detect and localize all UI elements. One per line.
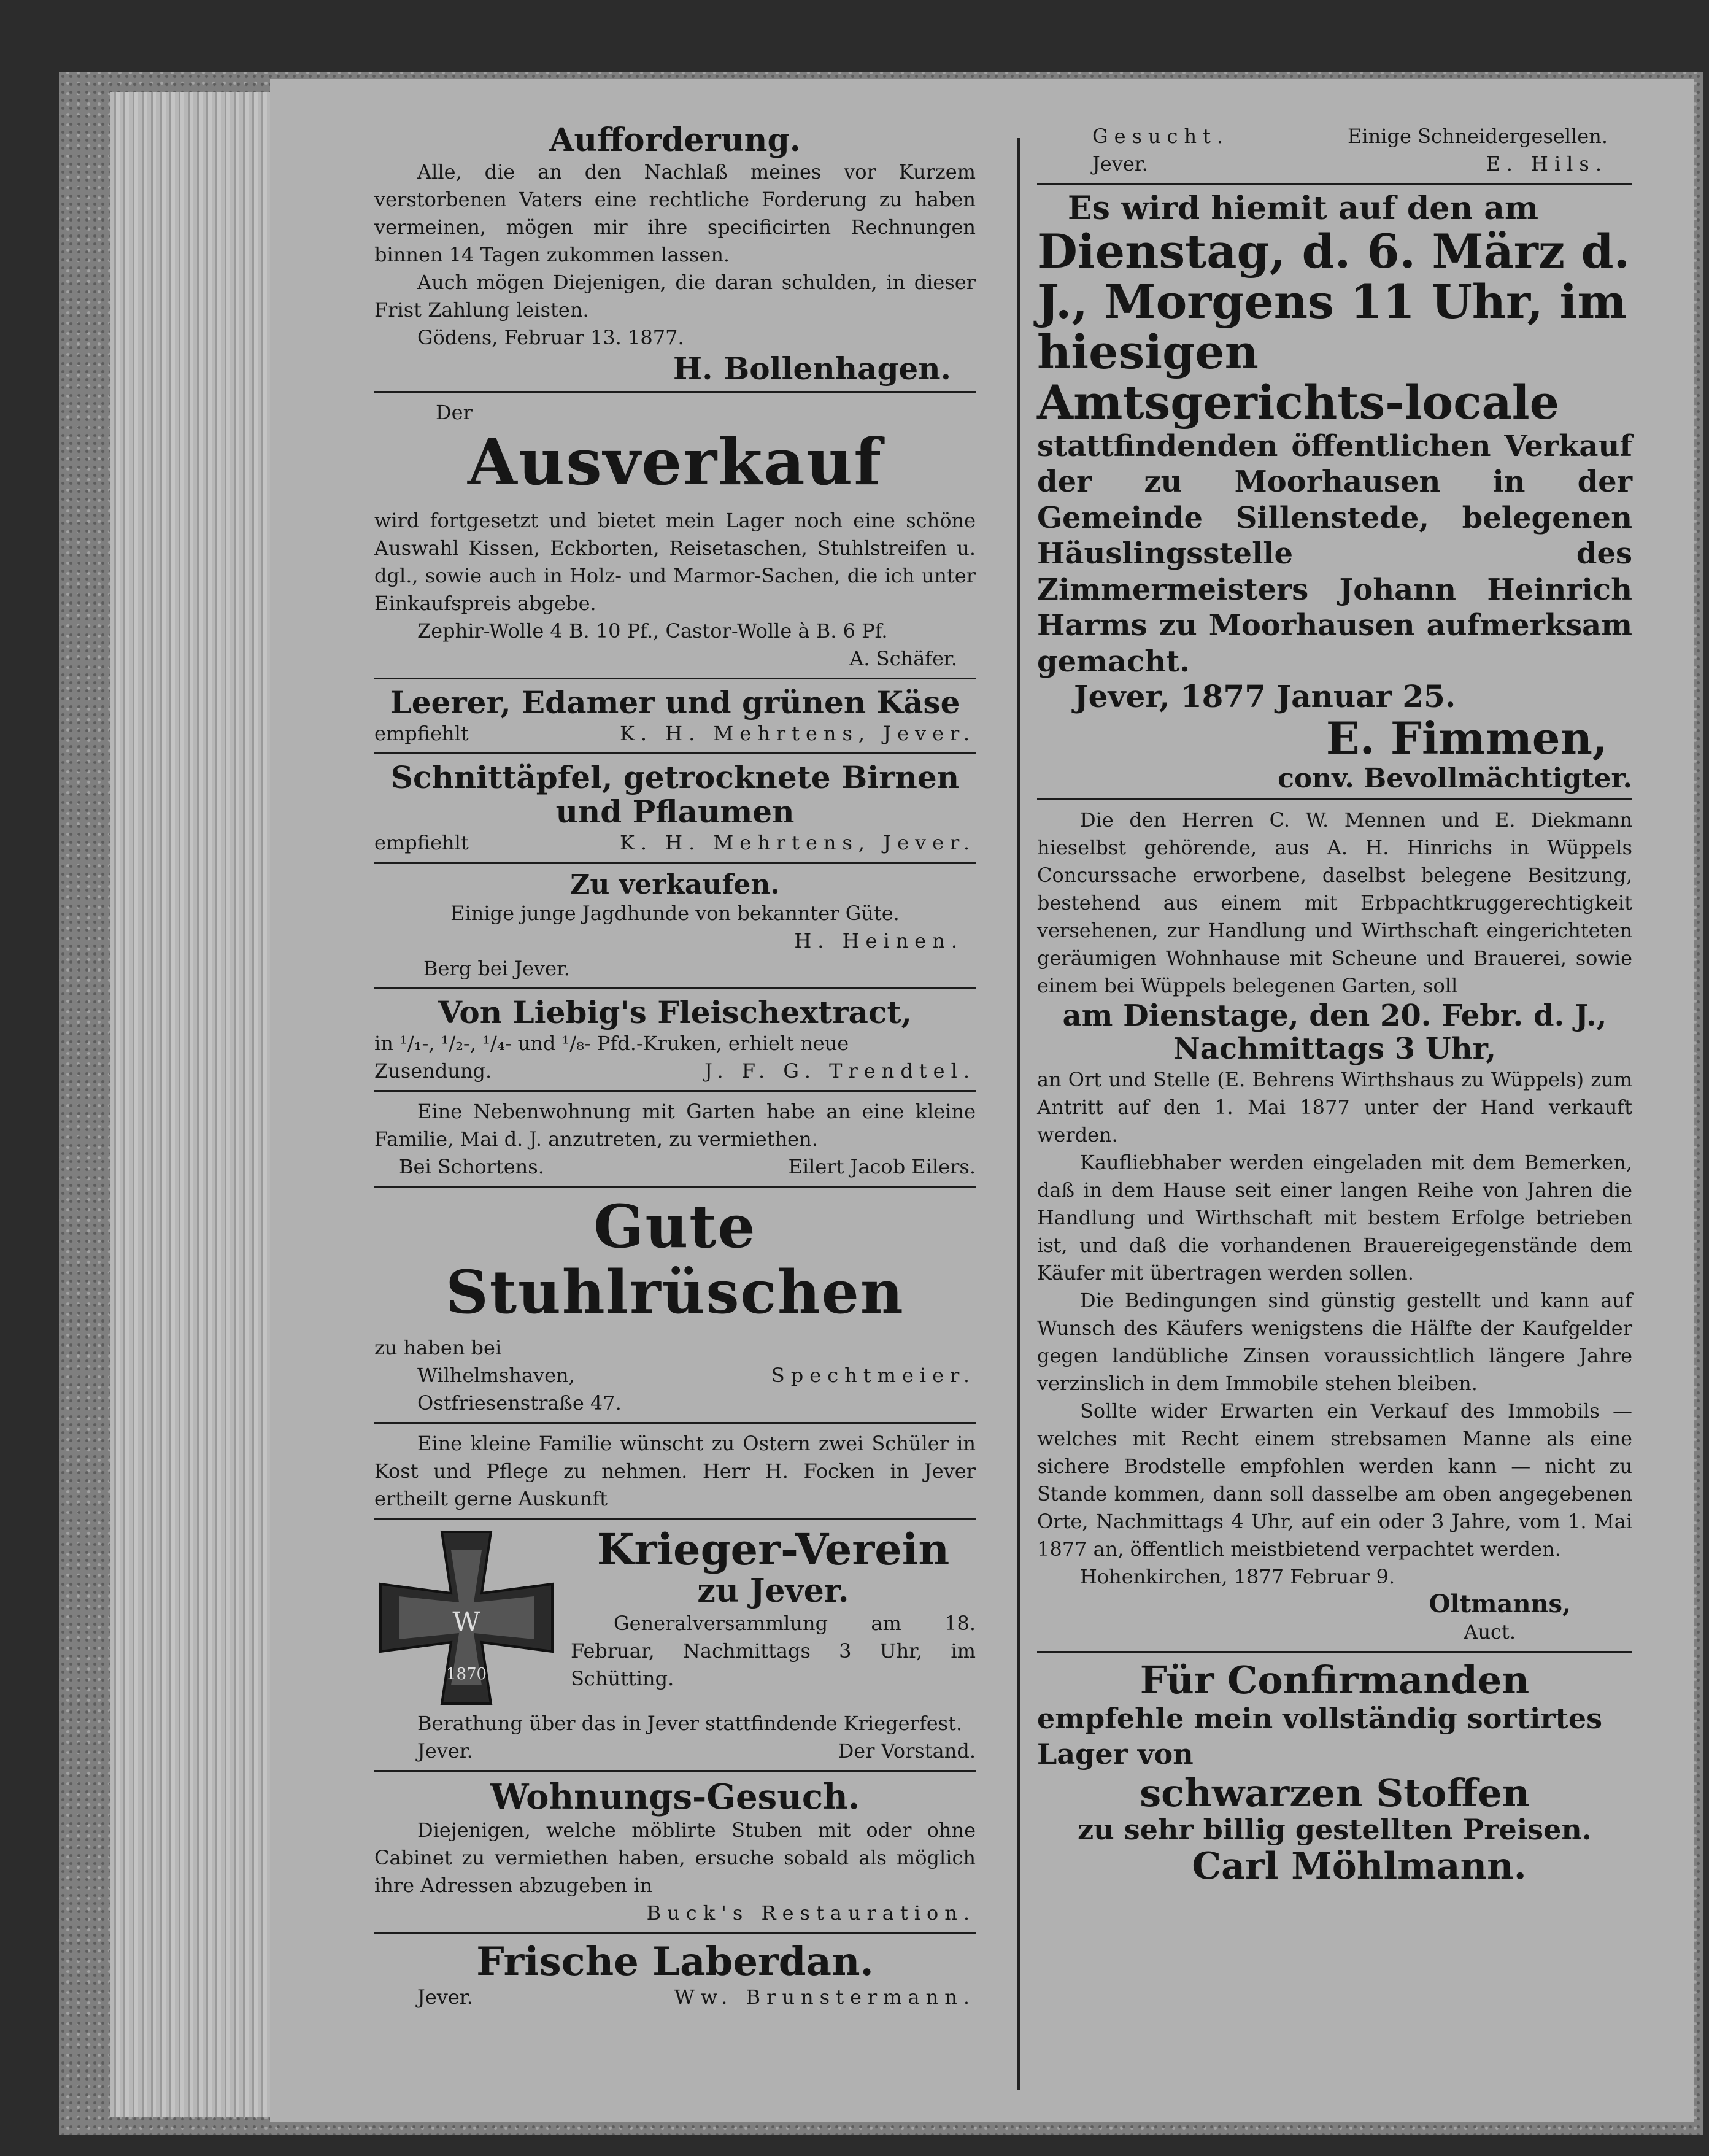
ad-date: Gödens, Februar 13. 1877. xyxy=(417,326,684,350)
ad-text: Sollte wider Erwarten ein Verkauf des Immobils — welches mit Recht einem strebsamen Manne als eine sichere Brodstelle empfohlen werden kann — nicht zu Stande kommen, dann soll dasselbe am oben angegebenen Orte, Nachmittags 4 Uhr, auf ein oder 3 Jahre, vom 1. Mai 1877 an, öffentlich meistbietend verpachtet werden. xyxy=(1037,1399,1632,1561)
ad-title: Schnittäpfel, getrocknete Birnen und Pflaumen xyxy=(390,759,960,830)
divider xyxy=(1037,798,1632,800)
ad-text: Generalversammlung am 18. Februar, Nachmittags 3 Uhr, im Schütting. xyxy=(571,1611,976,1690)
ad-right: K. H. Mehrtens, Jever. xyxy=(619,830,976,854)
right-column xyxy=(1037,123,1632,1887)
ad-title: Für Confirmanden xyxy=(1140,1657,1530,1702)
ad-laberdan xyxy=(374,1940,976,2012)
divider xyxy=(374,1932,976,1934)
ad-addr: Ostfriesenstraße 47. xyxy=(417,1391,622,1415)
ad-line: zu haben bei xyxy=(374,1336,502,1359)
ad-intro: Es wird hiemit auf den am xyxy=(1068,190,1538,227)
ad-title2: zu Jever. xyxy=(697,1572,849,1610)
divider xyxy=(374,987,976,989)
ad-text: empfehle mein vollständig sortirtes Lager von xyxy=(1037,1702,1602,1771)
ad-signer: Oltmanns, xyxy=(1429,1589,1571,1618)
ad-title: Wohnungs-Gesuch. xyxy=(490,1777,860,1817)
ad-text: Eine kleine Familie wünscht zu Ostern zwei Schüler in Kost und Pflege zu nehmen. Herr H. Focken in Jever ertheilt gerne Auskunft xyxy=(374,1432,976,1510)
iron-cross-icon xyxy=(374,1526,558,1710)
ad-title: Gute Stuhlrüschen xyxy=(446,1191,905,1327)
cross-year: 1870 xyxy=(446,1665,487,1683)
ad-left: Jever. xyxy=(417,1739,473,1763)
ad-left: empfiehlt xyxy=(374,721,469,745)
ad-liebig xyxy=(374,995,976,1085)
ad-confirmanden xyxy=(1037,1659,1632,1888)
divider xyxy=(1037,183,1632,185)
ad-gesucht xyxy=(1037,123,1632,178)
ad-title: Zu verkaufen. xyxy=(570,868,780,900)
ad-right: J. F. G. Trendtel. xyxy=(704,1059,976,1083)
divider xyxy=(374,1090,976,1092)
ad-text: Eine Nebenwohnung mit Garten habe an eine kleine Familie, Mai d. J. anzutreten, zu vermiethen. xyxy=(374,1099,976,1151)
ad-right: K. H. Mehrtens, Jever. xyxy=(619,721,976,745)
ad-big: Dienstag, d. 6. März d. J., Morgens 11 Uhr, im hiesigen Amtsgerichts-locale xyxy=(1037,224,1630,430)
ad-right: Spechtmeier. xyxy=(771,1364,976,1387)
cross-letter: W xyxy=(452,1607,480,1638)
page-edges xyxy=(110,92,270,2117)
ad-text: Kaufliebhaber werden eingeladen mit dem Bemerken, daß in dem Hause seit einer langen Reihe von Jahren die Handlung und Wirthschaft mit bestem Erfolge betrieben ist, und daß die vorhandenen Brauereigegenstände dem Käufer mit übertragen werden sollen. xyxy=(1037,1150,1632,1285)
ad-date2: Nachmittags 3 Uhr, xyxy=(1173,1032,1497,1067)
ad-amtsgericht xyxy=(1037,191,1632,794)
ad-gesuch xyxy=(374,1778,976,1927)
ad-title: Aufforderung. xyxy=(549,122,801,159)
ad-text: Einige junge Jagdhunde von bekannter Güte. xyxy=(450,901,900,925)
ad-role: Auct. xyxy=(1464,1620,1516,1644)
ad-title: Frische Laberdan. xyxy=(476,1938,874,1985)
ad-text: an Ort und Stelle (E. Behrens Wirthshaus zu Wüppels) zum Antritt auf den 1. Mai 1877 unter der Hand verkauft werden. xyxy=(1037,1067,1632,1146)
ad-aufforderung xyxy=(374,123,976,386)
ad-left: Jever. xyxy=(1092,152,1148,176)
ad-text: Diejenigen, welche möblirte Stuben mit oder ohne Cabinet zu vermiethen haben, ersuche sobald als möglich ihre Adressen abzugeben in xyxy=(374,1818,976,1897)
ad-right: Eilert Jacob Eilers. xyxy=(788,1154,976,1178)
ad-right: E. Hils. xyxy=(1486,152,1608,176)
ad-text: Die Bedingungen sind günstig gestellt und kann auf Wunsch des Käufers wenigstens die Hälfte der Kaufgelder gegen landübliche Zinsen voraussichtlich längere Jahre verzinslich in dem Immobile stehen bleiben. xyxy=(1037,1288,1632,1395)
ad-title: Von Liebig's Fleischextract, xyxy=(438,994,912,1030)
divider xyxy=(374,862,976,864)
ad-verkaufen xyxy=(374,870,976,983)
ad-title: Krieger-Verein xyxy=(596,1526,950,1575)
ad-left: Wilhelmshaven, xyxy=(417,1364,575,1387)
ad-signer: Buck's Restauration. xyxy=(646,1901,976,1925)
ad-ausverkauf xyxy=(374,399,976,672)
ad-line: Einige Schneidergesellen. xyxy=(1348,125,1608,148)
ad-pre: Der xyxy=(436,401,473,425)
ad-text: Die den Herren C. W. Mennen und E. Diekmann hieselbst gehörende, aus A. H. Hinrichs in Wüppels Concurssache erworbene, daselbst belegene Besitzung, bestehend aus einem mit Erbpachtkruggerechtigkeit versehenen, zur Handlung und Wirthschaft eingerichteten geräumigen Wohnhause mit Scheune und Brauerei, sowie einem bei Wüppels belegenen Garten, soll xyxy=(1037,808,1632,998)
ad-signer: Carl Möhlmann. xyxy=(1192,1844,1527,1888)
ad-place: Berg bei Jever. xyxy=(423,956,570,980)
ad-date: Hohenkirchen, 1877 Februar 9. xyxy=(1080,1564,1395,1588)
ad-text: zu sehr billig gestellten Preisen. xyxy=(1078,1813,1592,1847)
ad-text: stattfindenden öffentlichen Verkauf der zu Moorhausen in der Gemeinde Sillenstede, belegenen Häuslingsstelle des Zimmermeisters Johann Heinrich Harms zu Moorhausen aufmerksam gemacht. xyxy=(1037,428,1632,679)
divider xyxy=(374,1518,976,1520)
ad-signer: H. Bollenhagen. xyxy=(673,350,951,387)
ad-aepfel xyxy=(374,760,976,857)
ad-left: empfiehlt xyxy=(374,830,469,854)
ad-title: Ausverkauf xyxy=(467,424,883,500)
divider xyxy=(374,1770,976,1772)
ad-text: Berathung über das in Jever stattfindende Kriegerfest. xyxy=(417,1712,963,1735)
ad-wohnung xyxy=(374,1098,976,1181)
ad-text: wird fortgesetzt und bietet mein Lager noch eine schöne Auswahl Kissen, Eckborten, Reisetaschen, Stuhlstreifen u. dgl., sowie auch in Holz- und Marmor-Sachen, die ich unter Einkaufspreis abgebe. xyxy=(374,508,976,615)
ad-role: conv. Bevollmächtigter. xyxy=(1278,763,1632,794)
ad-left: Jever. xyxy=(417,1985,473,2009)
divider xyxy=(1037,1651,1632,1653)
ad-schueler xyxy=(374,1430,976,1513)
ad-item: schwarzen Stoffen xyxy=(1140,1771,1530,1815)
divider xyxy=(374,678,976,679)
ad-verkauf xyxy=(1037,806,1632,1645)
ad-text: Auch mögen Diejenigen, die daran schulden, in dieser Frist Zahlung leisten. xyxy=(374,271,976,322)
divider xyxy=(374,1422,976,1424)
ad-date: Jever, 1877 Januar 25. xyxy=(1074,678,1456,715)
ad-krieger xyxy=(374,1526,976,1765)
ad-signer: H. Heinen. xyxy=(794,929,963,952)
ad-right: Ww. Brunstermann. xyxy=(674,1985,976,2009)
ad-stuhl xyxy=(374,1191,976,1417)
ad-signer: E. Fimmen, xyxy=(1325,712,1608,765)
ad-text: in ¹/₁-, ¹/₂-, ¹/₄- und ¹/₈- Pfd.-Kruken, erhielt neue xyxy=(374,1031,849,1055)
column-divider xyxy=(1017,138,1020,2090)
left-column xyxy=(374,123,976,2011)
ad-title: Leerer, Edamer und grünen Käse xyxy=(390,684,960,721)
ad-left: Zusendung. xyxy=(374,1059,492,1083)
divider xyxy=(374,752,976,754)
ad-text: Alle, die an den Nachlaß meines vor Kurzem verstorbenen Vaters eine rechtliche Forderung zu haben vermeinen, mögen mir ihre specificirten Rechnungen binnen 14 Tagen zukommen lassen. xyxy=(374,160,976,267)
ad-left: Bei Schortens. xyxy=(399,1154,544,1178)
ad-text: Zephir-Wolle 4 B. 10 Pf., Castor-Wolle à B. 6 Pf. xyxy=(417,619,888,643)
ad-signer: A. Schäfer. xyxy=(849,646,957,670)
ad-kaese xyxy=(374,686,976,748)
ad-right: Der Vorstand. xyxy=(838,1739,976,1763)
divider xyxy=(374,391,976,393)
divider xyxy=(374,1186,976,1188)
ad-date1: am Dienstage, den 20. Febr. d. J., xyxy=(1062,999,1607,1034)
ad-line: Gesucht. xyxy=(1092,125,1230,148)
